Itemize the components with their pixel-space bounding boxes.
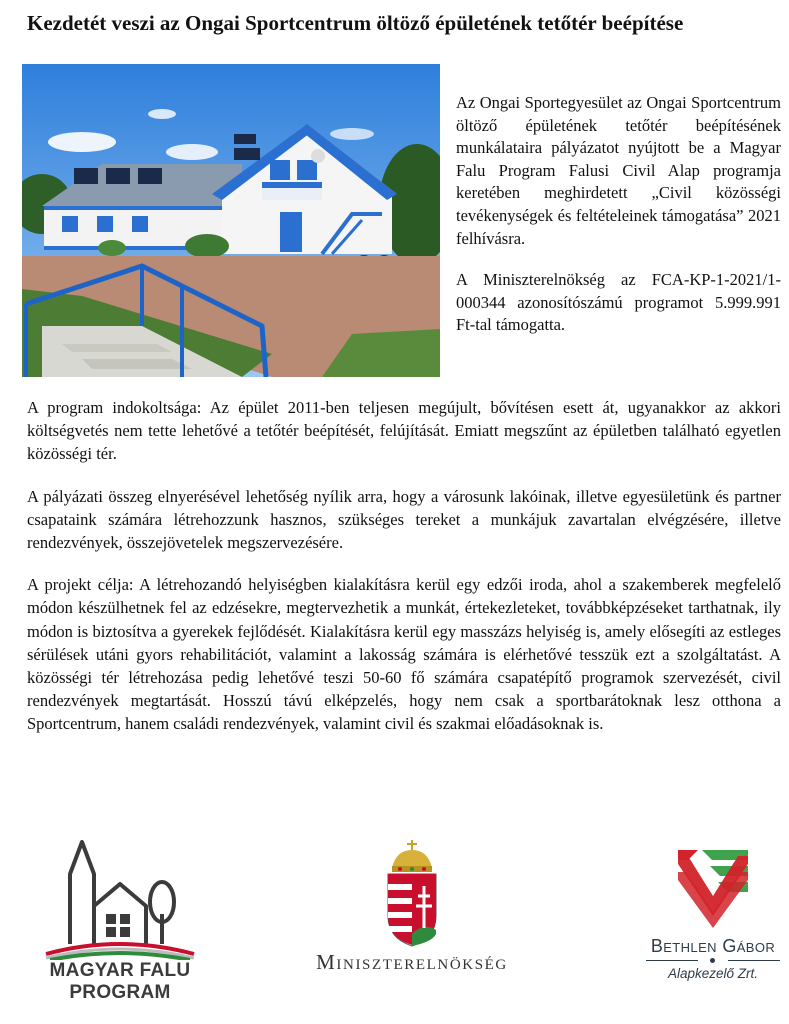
- program-label: PROGRAM: [69, 982, 171, 1003]
- bethlen-shield-icon: [640, 848, 786, 932]
- bethlen-gabor-logo: [640, 848, 786, 988]
- bethlen-gabor-label: Bethlen Gábor: [650, 936, 776, 956]
- building-photo: [22, 64, 440, 377]
- divider-line: [646, 960, 698, 961]
- miniszterelnokseg-logo: [292, 838, 532, 983]
- article-body: [27, 396, 781, 755]
- magyar-falu-label: MAGYAR FALU: [49, 960, 191, 981]
- hungarian-coat-of-arms-icon: [292, 838, 532, 948]
- magyar-falu-program-logo: [40, 834, 200, 1004]
- article-title: Kezdetét veszi az Ongai Sportcentrum öltöző épületének tetőtér beépítése: [27, 11, 684, 35]
- divider-line: [728, 960, 780, 961]
- funding-paragraph: A Miniszterelnökség az FCA-KP-1-2021/1-000344 azonosítószámú programot 5.999.991 Ft-tal támogatta.: [456, 270, 781, 335]
- church-house-logo-icon: [40, 834, 200, 960]
- intro-paragraph: Az Ongai Sportegyesület az Ongai Sportcentrum öltöző épületének tetőtér beépítésének munkálataira pályázatot nyújtott be a Magyar Falu Program Falusi Civil Alap programja keretében meghirdetett „Civil közösségi tevékenységek és feltételeinek támogatása” 2021 felhívásra.: [456, 93, 781, 248]
- body-paragraph-goal: A projekt célja: A létrehozandó helyiségben kialakításra kerül egy edzői iroda, ahol a szakemberek megfelelő módon készülhetnek fel az edzésekre, megtervezhetik a munkát, értekezleteket, továbbképzéseket tarthatnak, ily módon is biztosítva a gyerekek fejlődését. Kialakításra kerül egy masszázs helyiség is, amely elősegíti az estleges sérülések utáni gyors rehabilitációt, valamint a lakosság számára is elérhetővé tesszük ezt a szolgáltatást. A közösségi tér létrehozása pedig lehetővé teszi 50-60 fő számára csapatépítő programok szervezését, civil rendezvények megtartását. Hosszú távú elképzelés, hogy nem csak a sportbarátoknak lesz otthona a Sportcentrum, hanem családi rendezvények, valamint civil és szakmai előadásoknak is.: [27, 575, 781, 734]
- divider-dot: [710, 958, 715, 963]
- body-paragraph-justification: A program indokoltsága: Az épület 2011-ben teljesen megújult, bővítésen esett át, ugyanakkor az akkori költségvetés nem tette lehetővé a tetőtér beépítését, felújítását. Emiatt megszűnt az épületben található egyetlen közösségi tér.: [27, 398, 781, 464]
- miniszterelnokseg-label: Miniszterelnökség: [316, 950, 508, 974]
- body-paragraph-opportunity: A pályázati összeg elnyerésével lehetőség nyílik arra, hogy a városunk lakóinak, illetve egyesületünk és partner csapataink számára létrehozzunk hasznos, szükséges tereket a munkájuk zavartalan elvégzésére, illetve rendezvények, összejövetelek megszervezésére.: [27, 486, 781, 553]
- intro-column: [456, 92, 781, 356]
- alapkezelo-label: Alapkezelő Zrt.: [667, 966, 759, 981]
